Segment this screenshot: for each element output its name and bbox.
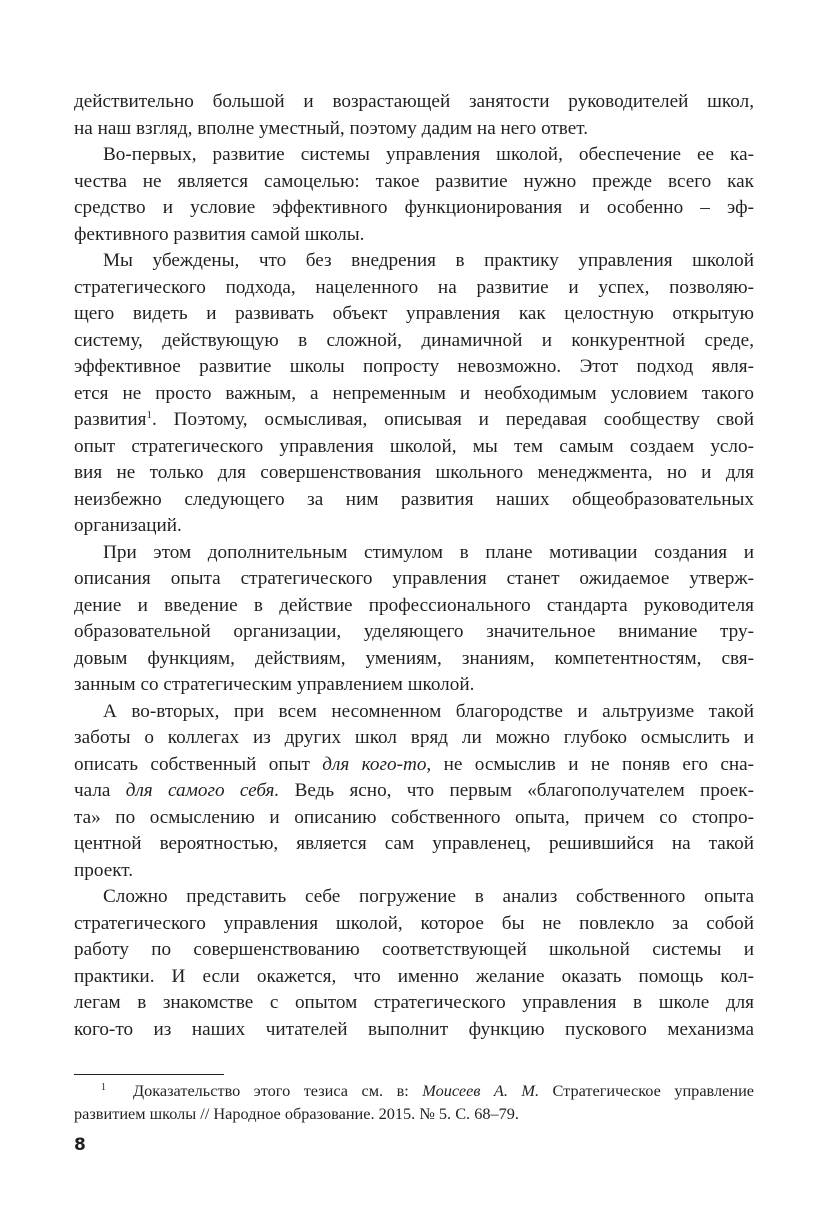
text-line [74, 752, 754, 779]
text-line: дение и введение в действие профессионального стандарта руководителя [74, 594, 754, 616]
footnote-reference[interactable]: 1 [146, 409, 152, 421]
footnote [74, 1079, 754, 1125]
text-line: работу по совершенствованию соответствующей школьной системы и [74, 939, 754, 960]
text-run: Ведь ясно, что первым «благополучателем проек- [279, 780, 754, 801]
text-line: эффективное развитие школы попросту невозможно. Этот подход явля- [74, 356, 754, 377]
text-line: Мы убеждены, что без внедрения в практику управления школой [103, 250, 754, 271]
text-line: А во-вторых, при всем несомненном благородстве и альтруизме такой [103, 700, 754, 722]
text-line: занным со стратегическим управлением школой. [74, 674, 475, 695]
text-line: чества не является самоцелью: такое развитие нужно прежде всего как [74, 170, 754, 192]
text-line: стратегического управления школой, которое бы не повлекло за собой [74, 912, 754, 934]
text-line: на наш взгляд, вполне уместный, поэтому дадим на него ответ. [74, 117, 589, 139]
footnote-line: развитием школы // Народное образование. 2015. № 5. С. 68–79. [74, 1104, 519, 1123]
text-run: Доказательство этого тезиса см. в: [132, 1081, 423, 1100]
emphasis: для самого себя. [125, 780, 280, 801]
text-line: заботы о коллегах из других школ вряд ли можно глубоко осмыслить и [74, 727, 754, 748]
text-line: средство и условие эффективного функционирования и особенно – эф- [74, 197, 754, 218]
emphasis: для кого-то [322, 753, 427, 775]
text-line [74, 778, 754, 805]
text-line: кого-то из наших читателей выполнит функцию пускового механизма [74, 1018, 754, 1040]
text-run: , не осмыслив и не поняв его сна- [426, 753, 755, 775]
text-run: чала [74, 780, 126, 801]
text-line: легам в знакомстве с опытом стратегического управления в школе для [74, 992, 754, 1013]
text-line: та» по осмыслению и описанию собственного опыта, причем со стопро- [74, 806, 754, 828]
text-line: довым функциям, действиям, умениям, знаниям, компетентностям, свя- [74, 647, 754, 669]
text-line: неизбежно следующего за ним развития наших общеобразовательных [74, 488, 754, 510]
footnote-line [74, 1079, 754, 1102]
body-text [74, 89, 754, 1043]
text-line: действительно большой и возрастающей занятости руководителей школ, [74, 91, 754, 112]
text-line: практики. И если окажется, что именно желание оказать помощь кол- [74, 965, 754, 987]
footnote-mark: 1 [101, 1082, 106, 1093]
text-line: При этом дополнительным стимулом в плане мотивации создания и [103, 541, 754, 563]
text-line: стратегического подхода, нацеленного на развитие и успех, позволяю- [74, 276, 754, 298]
footnote-divider [74, 1074, 224, 1075]
text-line [74, 407, 754, 434]
text-line: систему, действующую в сложной, динамичной и конкурентной среде, [74, 329, 754, 351]
text-run: . Поэтому, осмысливая, описывая и передавая сообществу свой [152, 409, 754, 430]
footnote-author: Моисеев А. М. [422, 1081, 540, 1100]
page-number: 8 [74, 1135, 86, 1155]
text-line: образовательной организации, уделяющего значительное внимание тру- [74, 621, 754, 642]
text-line: организаций. [74, 515, 182, 536]
text-line: Сложно представить себе погружение в анализ собственного опыта [103, 886, 754, 907]
text-line: описания опыта стратегического управления станет ожидаемое утверж- [74, 568, 754, 589]
text-run: описать собственный опыт [74, 753, 323, 775]
text-line: центной вероятностью, является сам управленец, решившийся на такой [74, 833, 754, 854]
text-run: развития [74, 409, 147, 430]
text-line: ется не просто важным, а непременным и необходимым условием такого [74, 382, 754, 404]
text-line: Во-первых, развитие системы управления школой, обеспечение ее ка- [103, 144, 754, 165]
text-line: опыт стратегического управления школой, мы тем самым создаем усло- [74, 435, 754, 457]
text-line: проект. [74, 859, 134, 881]
text-run: Стратегическое управление [539, 1081, 755, 1100]
text-line: вия не только для совершенствования школьного менеджмента, но и для [74, 462, 754, 483]
text-line: щего видеть и развивать объект управления как целостную открытую [74, 303, 754, 324]
text-line: фективного развития самой школы. [74, 223, 365, 245]
